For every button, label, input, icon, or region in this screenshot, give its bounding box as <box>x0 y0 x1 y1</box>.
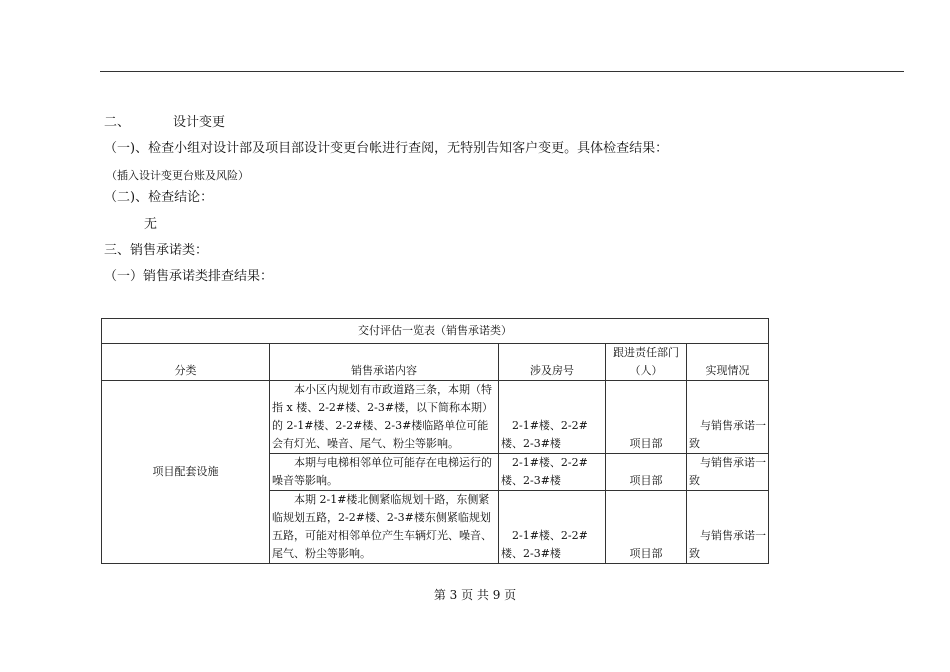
row-status: 与销售承诺一致 <box>687 454 769 491</box>
section-3-title: 三、销售承诺类： <box>104 243 209 258</box>
row-content: 本期 2-1#楼北侧紧临规划十路，东侧紧临规划五路，2-2#楼、2-3#楼东侧紧临规划五路，可能对相邻单位产生车辆灯光、噪音、尾气、粉尘等影响。 <box>270 491 499 564</box>
category-cell: 项目配套设施 <box>102 381 270 564</box>
section-2-note: （插入设计变更台账及风险） <box>106 169 249 182</box>
section-2-conclusion: 无 <box>144 217 158 232</box>
row-rooms: 2-1#楼、2-2#楼、2-3#楼 <box>499 491 606 564</box>
section-2-item-2: （二)、检查结论： <box>104 190 214 205</box>
section-2-number: 二、 <box>104 115 131 130</box>
header-dept: 跟进责任部门（人） <box>606 344 687 381</box>
row-dept: 项目部 <box>606 381 687 454</box>
row-rooms: 2-1#楼、2-2#楼、2-3#楼 <box>499 454 606 491</box>
table-header-row <box>102 344 769 381</box>
row-status: 与销售承诺一致 <box>687 381 769 454</box>
row-rooms: 2-1#楼、2-2#楼、2-3#楼 <box>499 381 606 454</box>
header-content: 销售承诺内容 <box>270 344 499 381</box>
row-content: 本小区内规划有市政道路三条，本期（特指 x 楼、2-2#楼、2-3#楼，以下简称本期）的 2-1#楼、2-2#楼、2-3#楼临路单位可能会有灯光、噪音、尾气、粉尘等影响。 <box>270 381 499 454</box>
header-status: 实现情况 <box>687 344 769 381</box>
page-footer: 第 3 页 共 9 页 <box>433 588 517 602</box>
section-2-heading <box>104 115 225 131</box>
table-caption: 交付评估一览表（销售承诺类） <box>102 319 769 344</box>
header-rule <box>100 71 904 72</box>
page-break-mask <box>0 574 950 584</box>
row-content: 本期与电梯相邻单位可能存在电梯运行的噪音等影响。 <box>270 454 499 491</box>
section-2-item-1: （一)、检查小组对设计部及项目部设计变更台帐进行查阅，无特别告知客户变更。具体检查结果： <box>104 141 669 156</box>
row-status: 与销售承诺一致 <box>687 491 769 564</box>
row-dept: 项目部 <box>606 454 687 491</box>
header-category: 分类 <box>102 344 270 381</box>
delivery-assessment-table <box>101 318 769 564</box>
section-3-item-1: （一）销售承诺类排查结果： <box>104 269 274 284</box>
row-dept: 项目部 <box>606 491 687 564</box>
header-rooms: 涉及房号 <box>499 344 606 381</box>
table-row <box>102 381 769 454</box>
section-2-title: 设计变更 <box>173 115 226 130</box>
